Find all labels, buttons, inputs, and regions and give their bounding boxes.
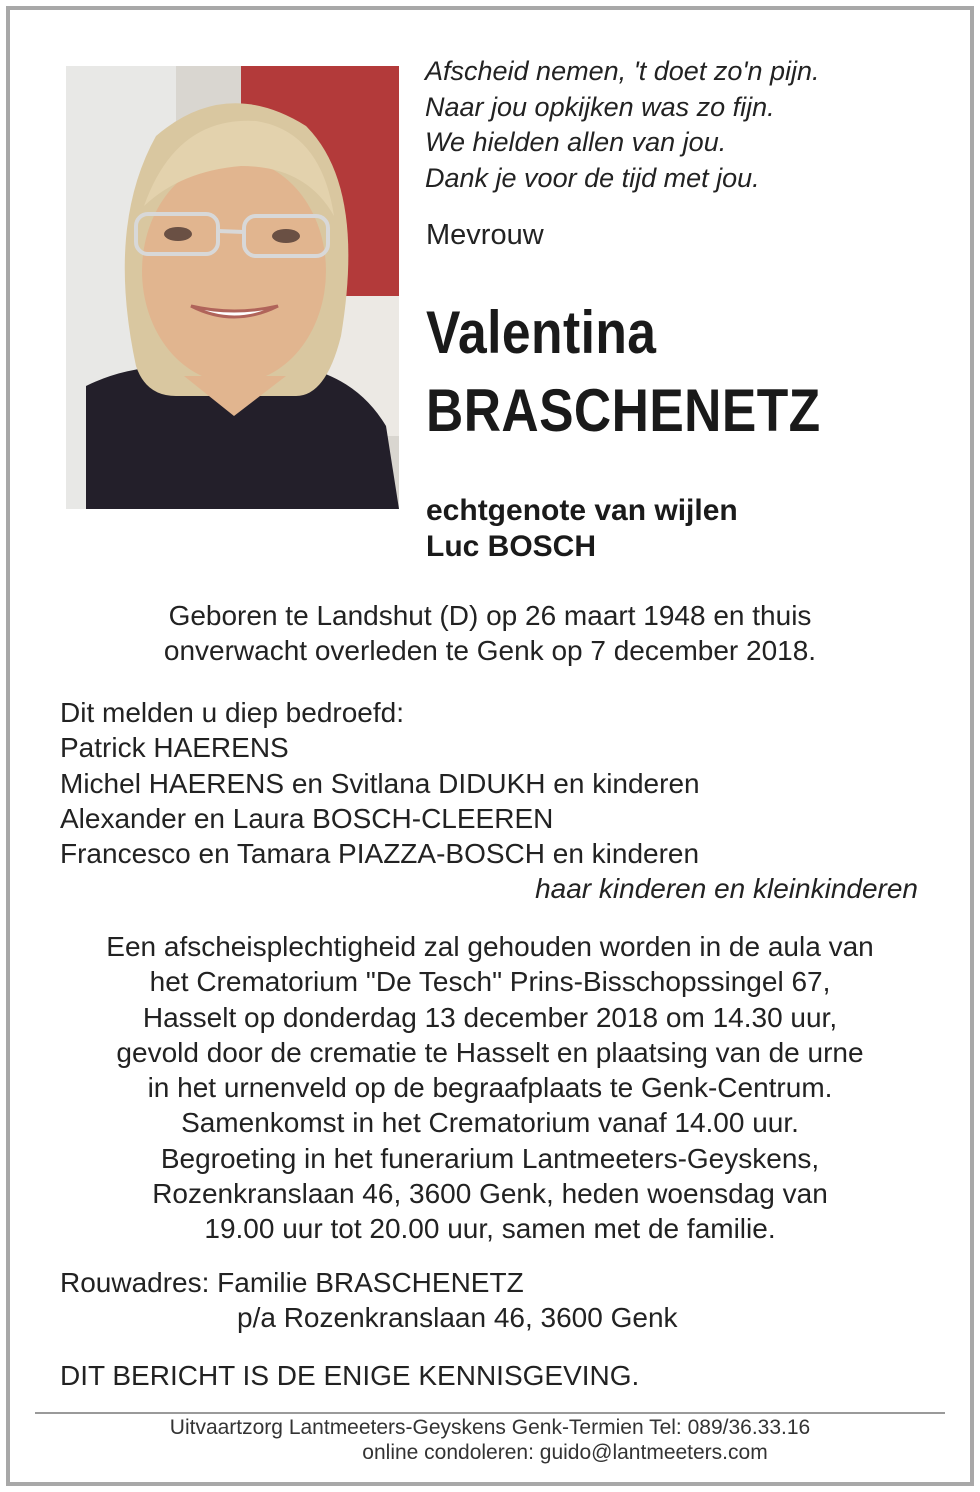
address-line-2: p/a Rozenkranslaan 46, 3600 Genk: [237, 1302, 678, 1333]
mourners-list: [60, 695, 920, 907]
service-line: in het urnenveld op de begraafplaats te Genk-Centrum.: [147, 1072, 833, 1104]
service-line: Rozenkranslaan 46, 3600 Genk, heden woensdag van: [152, 1178, 828, 1210]
funeral-home-contact: Uitvaartzorg Lantmeeters-Geyskens Genk-Termien Tel: 089/36.33.16: [169, 1416, 811, 1439]
funeral-home-footer: [0, 1415, 980, 1465]
poem-line: Naar jou opkijken was zo fijn.: [425, 91, 775, 122]
spouse-info: [426, 493, 738, 565]
birth-death-details: [0, 598, 980, 668]
service-line: Begroeting in het funerarium Lantmeeters-Geyskens,: [160, 1142, 820, 1174]
mourning-address: [60, 1265, 678, 1335]
condolence-email[interactable]: online condoleren: guido@lantmeeters.com: [362, 1441, 768, 1464]
mourner-name: Michel HAERENS en Svitlana DIDUKH en kinderen: [60, 767, 700, 799]
portrait-photo: [66, 66, 399, 509]
spouse-relation: echtgenote van wijlen: [426, 494, 738, 527]
address-line-1: Rouwadres: Familie BRASCHENETZ: [60, 1267, 524, 1298]
service-line: Samenkomst in het Crematorium vanaf 14.00 uur.: [181, 1107, 799, 1139]
mourner-name: Alexander en Laura BOSCH-CLEEREN: [60, 802, 554, 834]
mourner-name: Patrick HAERENS: [60, 732, 289, 764]
mourner-name: Francesco en Tamara PIAZZA-BOSCH en kinderen: [60, 838, 700, 870]
deceased-first-name: Valentina: [426, 299, 657, 366]
poem-line: Afscheid nemen, 't doet zo'n pijn.: [425, 56, 820, 86]
service-line: Hasselt op donderdag 13 december 2018 om 14.30 uur,: [142, 1001, 838, 1033]
death-line: onverwacht overleden te Genk op 7 december 2018.: [163, 635, 817, 666]
memorial-poem: [425, 54, 965, 196]
mourners-signature: haar kinderen en kleinkinderen: [535, 873, 918, 905]
service-line: gevold door de crematie te Hasselt en plaatsing van de urne: [116, 1036, 864, 1068]
service-line: het Crematorium "De Tesch" Prins-Bisschopssingel 67,: [149, 966, 831, 998]
service-details: [0, 929, 980, 1247]
poem-line: Dank je voor de tijd met jou.: [425, 162, 760, 193]
sole-notice: DIT BERICHT IS DE ENIGE KENNISGEVING.: [60, 1360, 640, 1391]
poem-line: We hielden allen van jou.: [425, 127, 727, 157]
deceased-last-name: BRASCHENETZ: [426, 377, 821, 444]
birth-line: Geboren te Landshut (D) op 26 maart 1948 en thuis: [168, 600, 812, 631]
mourners-intro: Dit melden u diep bedroefd:: [60, 697, 404, 728]
honorific: Mevrouw: [426, 219, 544, 251]
service-line: Een afscheisplechtigheid zal gehouden worden in de aula van: [106, 931, 874, 962]
footer-divider: [35, 1412, 945, 1414]
spouse-name: Luc BOSCH: [426, 530, 597, 563]
service-line: 19.00 uur tot 20.00 uur, samen met de familie.: [204, 1213, 776, 1245]
